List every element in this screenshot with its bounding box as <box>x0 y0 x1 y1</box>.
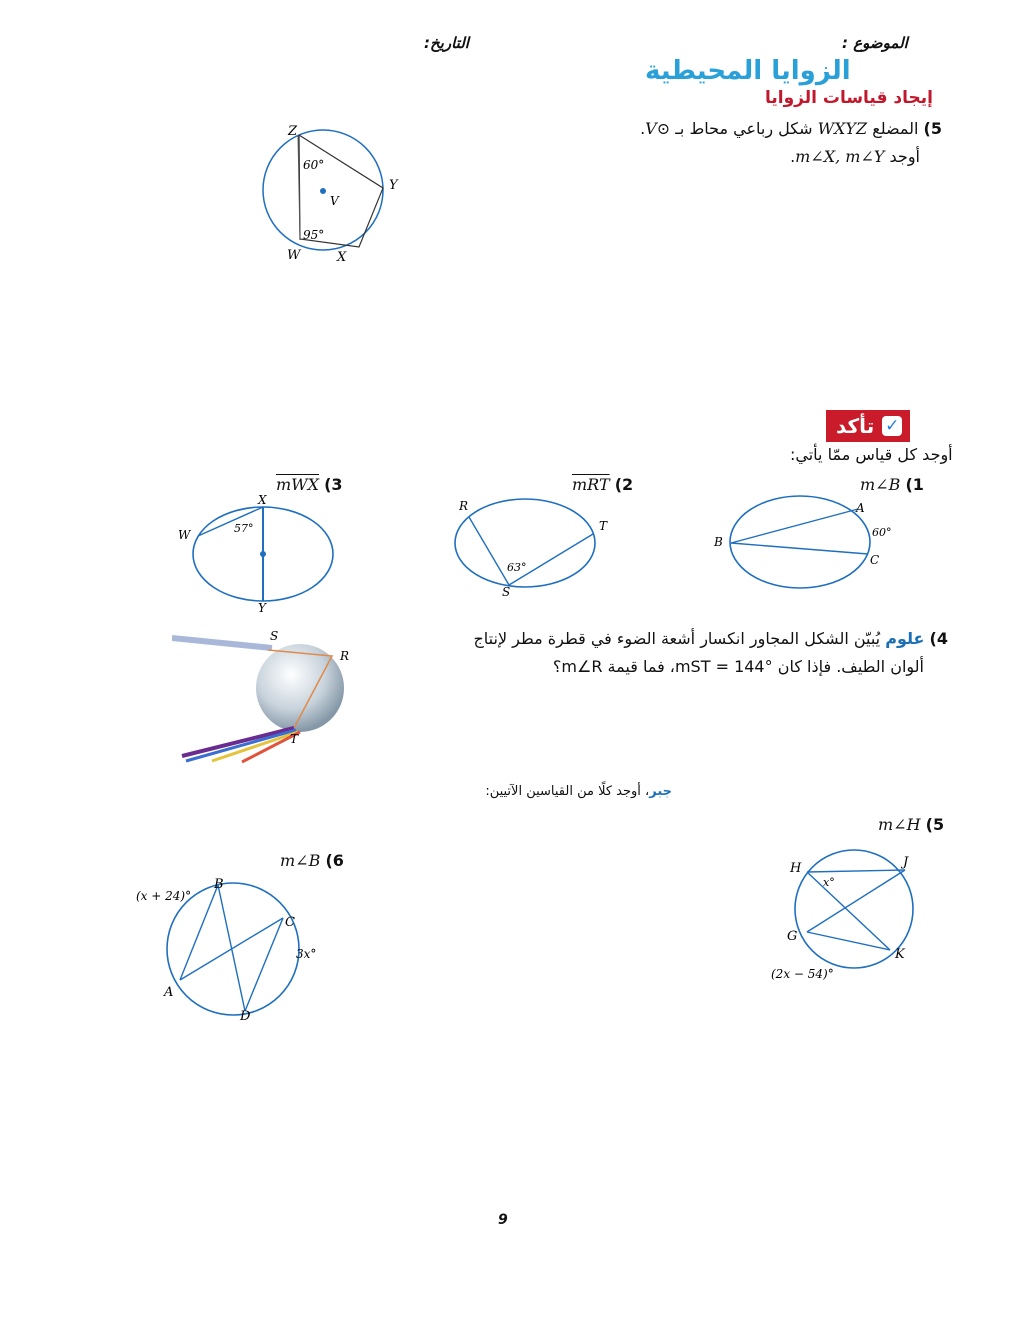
algebra-line: جبر، أوجد كلًا من القياسين الآتيين: <box>485 784 672 799</box>
q3-label-y: Y <box>258 601 266 615</box>
q4-label-r: R <box>340 649 350 663</box>
q5-label-h: H <box>790 861 802 876</box>
q6-label-b: B <box>214 877 224 892</box>
example5-figure <box>255 118 415 268</box>
label-w: W <box>287 248 301 263</box>
q4-number: 4) <box>929 629 948 648</box>
label-x: X <box>337 250 347 265</box>
q5-number: 5) <box>925 815 945 834</box>
q6-chord-bd <box>218 885 245 1011</box>
example5-middle: شكل رباعي محاط بـ <box>675 119 813 138</box>
check-badge-text: تأكد <box>836 414 875 438</box>
q3-center <box>260 551 266 557</box>
q1-label-c: C <box>870 553 880 567</box>
q2-chord-rs <box>469 517 509 585</box>
algebra-label: جبر <box>649 784 672 799</box>
q5-expr: m∠H <box>878 815 921 834</box>
center-dot <box>320 188 326 194</box>
incoming-light <box>172 638 272 648</box>
example5-find-label: أوجد <box>889 147 920 166</box>
q6-figure <box>130 872 340 1027</box>
label-y: Y <box>389 178 398 193</box>
lesson-title: الزوايا المحيطية <box>645 56 851 86</box>
q3-label-x: X <box>258 493 267 507</box>
q3-expr: mWX <box>276 475 320 494</box>
q1-arc: 60° <box>872 526 892 539</box>
q6-label-a: A <box>164 985 174 1000</box>
q5-label-j: J <box>903 855 909 870</box>
q3-figure <box>170 490 345 615</box>
q1-expr: m∠B <box>860 475 901 494</box>
q5-figure <box>765 848 925 983</box>
q1-number: 1) <box>905 475 924 494</box>
q6-expr: m∠B <box>280 851 321 870</box>
q5-angle-x: x° <box>823 876 835 889</box>
q6-number: 6) <box>325 851 344 870</box>
algebra-instruction: أوجد كلًا من القياسين الآتيين: <box>485 784 641 799</box>
q6-label <box>280 848 344 874</box>
check-instruction: أوجد كل قياس ممّا يأتي: <box>790 445 953 464</box>
q2-number: 2) <box>614 475 634 494</box>
angle-w: 95° <box>303 228 325 242</box>
example5-prefix: المضلع <box>872 119 919 138</box>
q1-label-b: B <box>714 535 723 549</box>
angle-z: 60° <box>303 158 325 172</box>
q5-chord-hk <box>807 872 890 950</box>
q1-chord-bc <box>731 543 868 554</box>
q4-label-t: T <box>290 732 299 746</box>
check-badge <box>826 410 910 442</box>
example5-polygon: WXYZ <box>817 119 868 138</box>
q1-label-a: A <box>856 501 865 515</box>
q1-figure <box>700 490 915 595</box>
example5-find-expr: m∠X, m∠Y <box>795 147 885 166</box>
q4-line1 <box>473 626 948 652</box>
q5-chord-jg <box>807 870 905 932</box>
lesson-subtitle: إيجاد قياسات الزوايا <box>765 88 933 108</box>
q3-angle: 57° <box>234 522 254 535</box>
q6-chord-ac <box>180 918 283 980</box>
q3-number: 3) <box>324 475 343 494</box>
q2-expr: mRT <box>572 475 610 494</box>
q2-figure <box>445 495 625 603</box>
q1-chord-ba <box>731 509 858 543</box>
q4-raindrop-figure <box>172 628 362 768</box>
q2-angle: 63° <box>507 561 527 574</box>
q6-expr1: (x + 24)° <box>136 889 192 903</box>
example5-line2: أوجد m∠X, m∠Y. <box>790 147 920 166</box>
checkmark-icon: ✓ <box>882 416 902 436</box>
q5-expr2: (2x − 54)° <box>771 967 834 981</box>
q5-label-k: K <box>895 947 905 962</box>
q2-chord-st <box>509 534 593 585</box>
label-z: Z <box>288 124 298 139</box>
q5-chord-hj <box>807 870 905 872</box>
subject-label: الموضوع : <box>842 34 908 52</box>
q2-label-s: S <box>502 585 511 599</box>
date-label: التاريخ: <box>424 34 469 52</box>
example5-line1: 5) المضلع WXYZ شكل رباعي محاط بـ ⊙V. <box>640 119 942 138</box>
q4-line2: ألوان الطيف. فإذا كان mST = 144°، فما قيمة m∠R؟ <box>552 657 924 676</box>
q6-label-d: D <box>240 1009 251 1024</box>
q1-circle <box>730 496 870 588</box>
q2-label-t: T <box>599 519 608 533</box>
example5-circle: ⊙V <box>645 119 671 138</box>
q2-label-r: R <box>459 499 469 513</box>
q6-expr2: 3x° <box>296 947 317 961</box>
page-number: 9 <box>498 1212 508 1228</box>
q3-label-w: W <box>178 528 191 542</box>
q6-label-c: C <box>285 915 295 930</box>
q5-chord-gk <box>807 932 890 950</box>
q4-text1: يُبيّن الشكل المجاور انكسار أشعة الضوء في قطرة مطر لإنتاج <box>473 629 881 648</box>
q5-label <box>878 812 944 838</box>
example5-number: 5) <box>923 119 942 138</box>
q4-label: علوم <box>885 629 925 648</box>
q5-label-g: G <box>787 929 798 944</box>
label-v: V <box>330 194 339 208</box>
spectrum-blue <box>186 730 296 761</box>
q4-label-s: S <box>270 629 279 643</box>
